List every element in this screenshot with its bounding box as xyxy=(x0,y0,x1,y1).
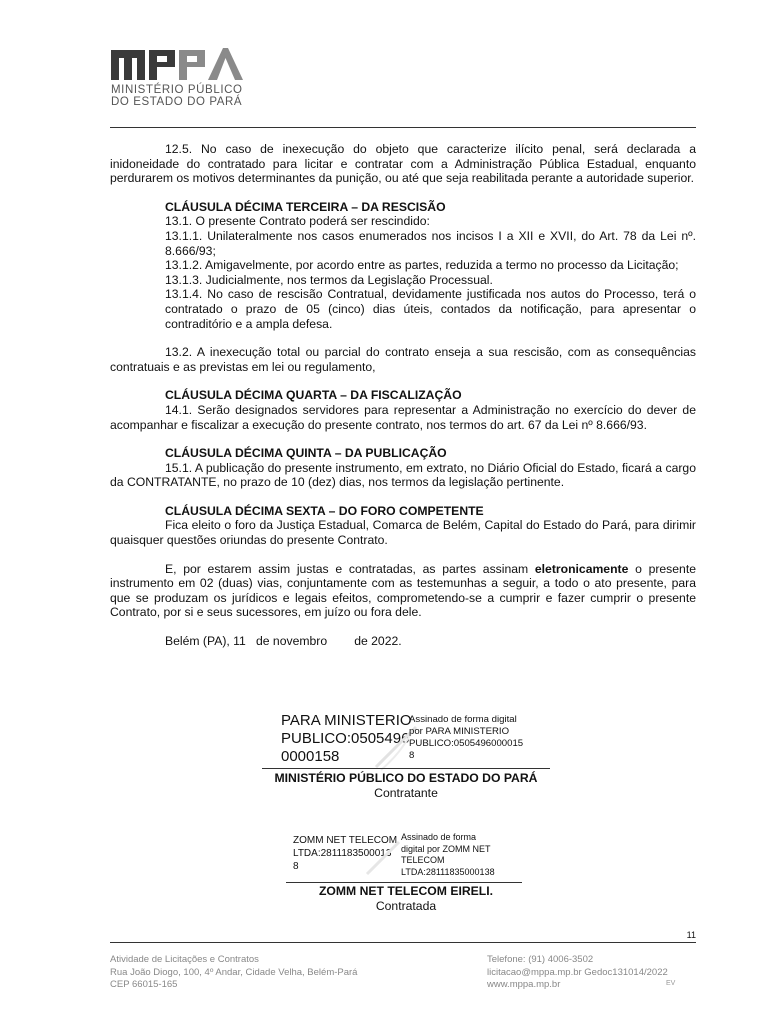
closing-emphasis: eletronicamente xyxy=(534,561,629,576)
clause-13-1-3: 13.1.3. Judicialmente, nos termos da Legislação Processual. xyxy=(165,272,493,287)
header-divider xyxy=(110,127,696,128)
signer-name-line3: 0000158 xyxy=(281,748,340,765)
clause-16-heading: CLÁUSULA DÉCIMA SEXTA – DO FORO COMPETENTE xyxy=(165,503,484,518)
org-name-line2: DO ESTADO DO PARÁ xyxy=(111,96,243,108)
clause-13-1-1: 13.1.1. Unilateralmente nos casos enumerados nos incisos I a XII e XVII, do Art. 78 da Lei nº. 8.666/93; xyxy=(165,228,696,258)
clause-13-1-2: 13.1.2. Amigavelmente, por acordo entre as partes, reduzida a termo no processo da Licitação; xyxy=(165,258,679,273)
party-contratada-name: ZOMM NET TELECOM EIRELI. xyxy=(318,884,493,898)
digital-signature-contratada xyxy=(293,832,495,877)
signature-meta-line2: por PARA MINISTERIO xyxy=(409,726,510,737)
signature2-scribble-icon xyxy=(363,838,403,878)
party-contratante-role: Contratante xyxy=(374,786,438,800)
signature2-meta-line3: TELECOM xyxy=(401,855,445,865)
footer-address xyxy=(110,954,357,992)
footer-department: Atividade de Licitações e Contratos xyxy=(110,954,259,965)
closing-paragraph: E, por estarem assim justas e contratadas, as partes assinam eletronicamente o presente instrumento em 02 (duas) vias, conjuntamente com as testemunhas a seguir, a todo o ato presente, para que se produzam os jurídicos e legais efeitos, comprometendo-se a cumprir e fazer cumprir o presente Contrato, por si e seus sucessores, em juízo ou fora dele. xyxy=(110,561,697,620)
signer2-name-line2: LTDA:2811183500013 xyxy=(293,848,392,859)
footer-street: Rua João Diogo, 100, 4º Andar, Cidade Velha, Belém-Pará xyxy=(110,966,358,978)
footer-website[interactable]: www.mppa.mp.br xyxy=(487,979,561,991)
signer-name-line1: PARA MINISTERIO xyxy=(281,712,412,729)
mppa-logo-mark xyxy=(111,46,243,80)
paragraph-12-5: 12.5. No caso de inexecução do objeto que caracterize ilícito penal, será declarada a inidoneidade do contratado para licitar e contratar com a Administração Pública Estadual, enquanto perdurarem os motivos determinantes da punição, ou até que seja reabilitada perante a autoridade superior. xyxy=(110,142,696,186)
signature-meta-line3: PUBLICO:0505496000015 xyxy=(409,738,524,749)
clause-15-1: 15.1. A publicação do presente instrumento, em extrato, no Diário Oficial do Estado, ficará a cargo da CONTRATANTE, no prazo de 10 (dez) dias, nos termos da legislação pertinente. xyxy=(110,460,696,490)
footer-contact xyxy=(487,954,668,992)
page-number: 11 xyxy=(686,930,696,940)
clause-13-heading: CLÁUSULA DÉCIMA TERCEIRA – DA RESCISÃO xyxy=(165,199,446,214)
document-body xyxy=(110,142,696,649)
signature-meta-line1: Assinado de forma digital xyxy=(409,714,517,725)
party-contratada-role: Contratada xyxy=(375,899,437,913)
footer-divider xyxy=(110,942,696,943)
signature2-meta-line2: digital por ZOMM NET xyxy=(401,843,491,854)
digital-signature-contratante xyxy=(281,712,524,766)
signature2-meta-line1: Assinado de forma xyxy=(401,832,477,842)
signer2-name-line1: ZOMM NET TELECOM xyxy=(293,835,398,846)
signature2-meta-line4: LTDA:28111835000138 xyxy=(401,866,495,877)
clause-14-heading: CLÁUSULA DÉCIMA QUARTA – DA FISCALIZAÇÃO xyxy=(165,388,462,403)
signer2-name-line3: 8 xyxy=(293,861,299,872)
clause-13-1: 13.1. O presente Contrato poderá ser rescindido: xyxy=(165,214,430,229)
footer-phone: Telefone: (91) 4006-3502 xyxy=(487,954,594,965)
date-line: Belém (PA), 11 de novembro de 2022. xyxy=(165,634,402,649)
signer-name-line2: PUBLICO:0505496 xyxy=(281,730,410,747)
clause-15-heading: CLÁUSULA DÉCIMA QUINTA – DA PUBLICAÇÃO xyxy=(165,446,447,461)
signature-meta-line4: 8 xyxy=(409,750,415,761)
clause-14-1: 14.1. Serão designados servidores para representar a Administração no exercício do dever de acompanhar e fiscalizar a execução do presente contrato, nos termos do art. 67 da Lei nº 8.666/93. xyxy=(110,402,696,432)
org-name-line1: MINISTÉRIO PÚBLICO xyxy=(111,84,243,96)
clause-13-1-4: 13.1.4. No caso de rescisão Contratual, devidamente justificada nos autos do Processo, terá o contratado o prazo de 05 (cinco) dias úteis, contados da notificação, para apresentar o contraditório e a ampla defesa. xyxy=(165,287,696,331)
clause-13-2: 13.2. A inexecução total ou parcial do contrato enseja a sua rescisão, com as consequências contratuais e as previstas em lei ou regulamento, xyxy=(110,345,696,374)
mppa-logo xyxy=(111,46,251,108)
footer-ev-mark: EV xyxy=(666,980,676,987)
clause-16-text: Fica eleito o foro da Justiça Estadual, Comarca de Belém, Capital do Estado do Pará, para dirimir quaisquer questões oriundas do presente Contrato. xyxy=(110,518,696,548)
footer-postal-code: CEP 66015-165 xyxy=(110,979,178,991)
party-contratante-name: MINISTÉRIO PÚBLICO DO ESTADO DO PARÁ xyxy=(274,771,538,785)
signature-line-contratada xyxy=(286,882,522,883)
signature-line-contratante xyxy=(262,768,550,769)
footer-email: licitacao@mppa.mp.br Gedoc131014/2022 xyxy=(487,966,668,978)
